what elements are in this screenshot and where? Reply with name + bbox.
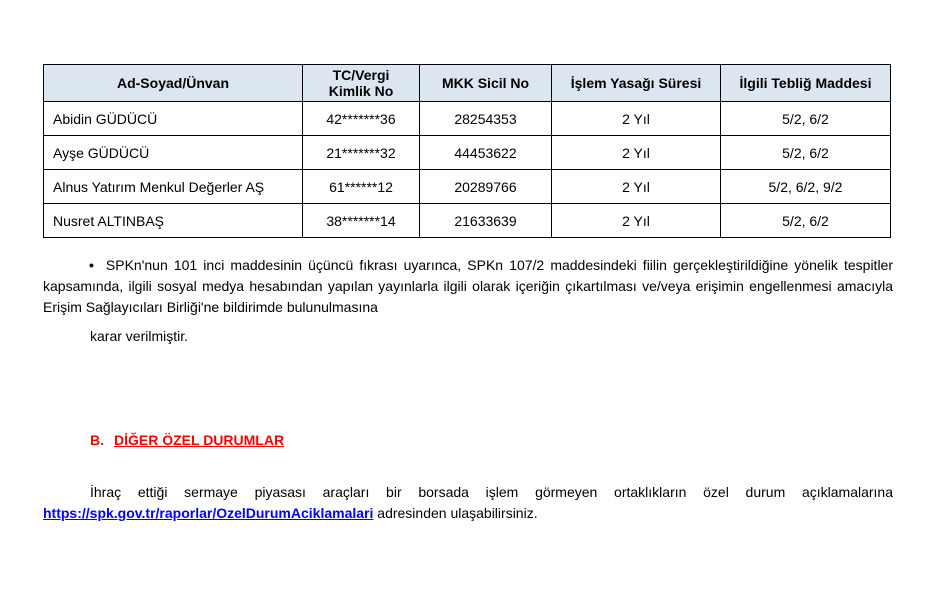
section-title: DİĞER ÖZEL DURUMLAR [114,432,285,448]
cell-regulation-article: 5/2, 6/2, 9/2 [721,170,891,204]
table-row [44,204,891,238]
header-regulation-article: İlgili Tebliğ Maddesi [721,65,891,102]
header-mkk-registry: MKK Sicil No [420,65,552,102]
trading-ban-table [43,64,891,238]
cell-tax-id: 61******12 [303,170,420,204]
cell-ban-duration: 2 Yıl [552,204,721,238]
special-situations-link[interactable]: https://spk.gov.tr/raporlar/OzelDurumAciklamalari [43,505,374,521]
closing-paragraph [43,482,893,524]
cell-tax-id: 38*******14 [303,204,420,238]
cell-regulation-article: 5/2, 6/2 [721,136,891,170]
decision-text: karar verilmiştir. [90,328,189,344]
cell-regulation-article: 5/2, 6/2 [721,102,891,136]
cell-tax-id: 42*******36 [303,102,420,136]
cell-tax-id: 21*******32 [303,136,420,170]
cell-name: Nusret ALTINBAŞ [44,204,303,238]
access-block-text: SPKn'nun 101 inci maddesinin üçüncü fıkrası uyarınca, SPKn 107/2 maddesindeki fiilin gerçekleştirildiğine yönelik tespitler kapsamında, ilgili sosyal medya hesabından yapılan yayınlarla ilgili olarak içeriğin çıkartılması ve/veya erişimin engellenmesi amacıyla Erişim Sağlayıcıları Birliği'ne bildirimde bulunulmasına [43,257,893,315]
bullet-icon: • [89,257,94,273]
cell-regulation-article: 5/2, 6/2 [721,204,891,238]
table-row [44,102,891,136]
header-tax-id-label: TC/Vergi Kimlik No [328,67,394,99]
table-row [44,170,891,204]
closing-text-before: İhraç ettiği sermaye piyasası araçları bir borsada işlem görmeyen ortaklıkların özel durum açıklamalarına [90,484,893,500]
table-header-row [44,65,891,102]
cell-name: Alnus Yatırım Menkul Değerler AŞ [44,170,303,204]
cell-ban-duration: 2 Yıl [552,136,721,170]
header-tax-id [303,65,420,102]
closing-text-after: adresinden ulaşabilirsiniz. [377,505,538,521]
header-name-title: Ad-Soyad/Ünvan [44,65,303,102]
cell-mkk-registry: 21633639 [420,204,552,238]
cell-mkk-registry: 44453622 [420,136,552,170]
header-ban-duration: İşlem Yasağı Süresi [552,65,721,102]
cell-name: Ayşe GÜDÜCÜ [44,136,303,170]
access-block-paragraph [43,255,893,318]
cell-mkk-registry: 20289766 [420,170,552,204]
cell-name: Abidin GÜDÜCÜ [44,102,303,136]
table-row [44,136,891,170]
section-heading [90,430,284,451]
cell-ban-duration: 2 Yıl [552,170,721,204]
cell-ban-duration: 2 Yıl [552,102,721,136]
section-letter: B. [90,432,104,448]
cell-mkk-registry: 28254353 [420,102,552,136]
